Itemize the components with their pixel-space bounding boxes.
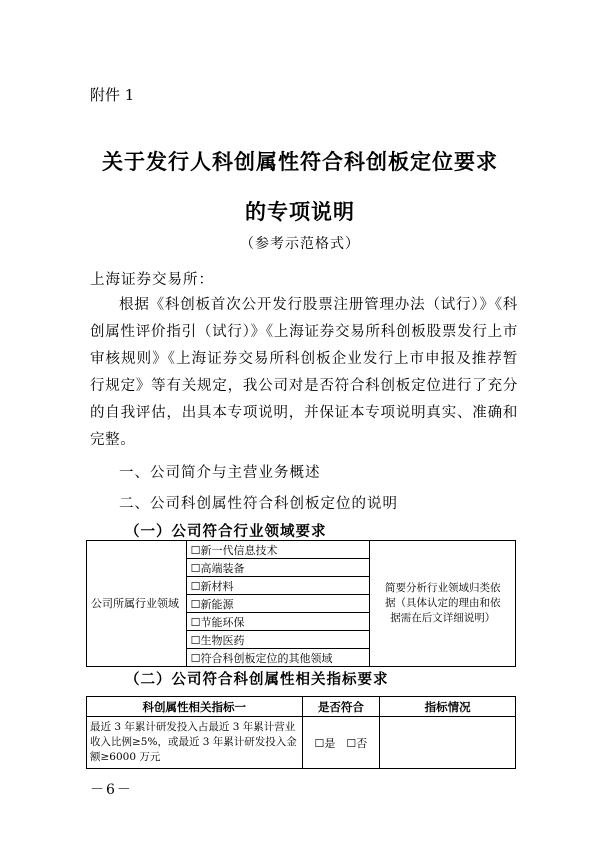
industry-option[interactable]: ☐生物医药 <box>186 631 370 649</box>
industry-category-label: 公司所属行业领域 <box>87 541 187 667</box>
document-subtitle: （参考示范格式） <box>240 236 360 252</box>
industry-note: 简要分析行业领域归类依据（具体认定的理由和依据需在后文详细说明） <box>370 541 516 667</box>
table-row <box>87 717 516 769</box>
page-number: －6－ <box>90 782 133 798</box>
industry-option[interactable]: ☐符合科创板定位的其他领域 <box>186 649 370 667</box>
column-header-compliance: 是否符合 <box>302 697 380 717</box>
industry-option[interactable]: ☐节能环保 <box>186 613 370 631</box>
industry-option[interactable]: ☐高端装备 <box>186 559 370 577</box>
attachment-label: 附件 1 <box>90 86 135 104</box>
column-header-criterion: 科创属性相关指标一 <box>87 697 303 717</box>
industry-option[interactable]: ☐新材料 <box>186 577 370 595</box>
indicator-table <box>86 696 516 769</box>
indicator-status-cell[interactable] <box>380 717 516 769</box>
column-header-status: 指标情况 <box>380 697 516 717</box>
document-title-line1: 关于发行人科创属性符合科创板定位要求 <box>102 150 498 174</box>
industry-option[interactable]: ☐新能源 <box>186 595 370 613</box>
section-heading-2: 二、公司科创属性符合科创板定位的说明 <box>119 496 398 512</box>
industry-option[interactable]: ☐新一代信息技术 <box>186 541 370 559</box>
subsection-heading-2: （二）公司符合科创属性相关指标要求 <box>125 672 389 688</box>
industry-table <box>86 540 516 667</box>
body-paragraph: 根据《科创板首次公开发行股票注册管理办法（试行）》《科创属性评价指引（试行）》《上海证券交易所科创板股票发行上市审核规则》《上海证券交易所科创板企业发行上市申报及推荐暂行规定》等有关规定，我公司对是否符合科创板定位进行了充分的自我评估，出具本专项说明，并保证本专项说明真实、准确和完整。 <box>90 297 518 448</box>
subsection-heading-1: （一）公司符合行业领域要求 <box>125 524 327 540</box>
table-header-row <box>87 697 516 717</box>
document-title-line2: 的专项说明 <box>245 200 355 224</box>
section-heading-1: 一、公司简介与主营业务概述 <box>119 465 321 481</box>
criterion-cell: 最近 3 年累计研发投入占最近 3 年累计营业收入比例≥5%，或最近 3 年累计研发投入金额≥6000 万元 <box>87 717 303 769</box>
addressee: 上海证券交易所： <box>90 272 214 288</box>
table-row <box>87 541 516 559</box>
compliance-checkboxes[interactable]: ☐是 ☐否 <box>302 717 380 769</box>
